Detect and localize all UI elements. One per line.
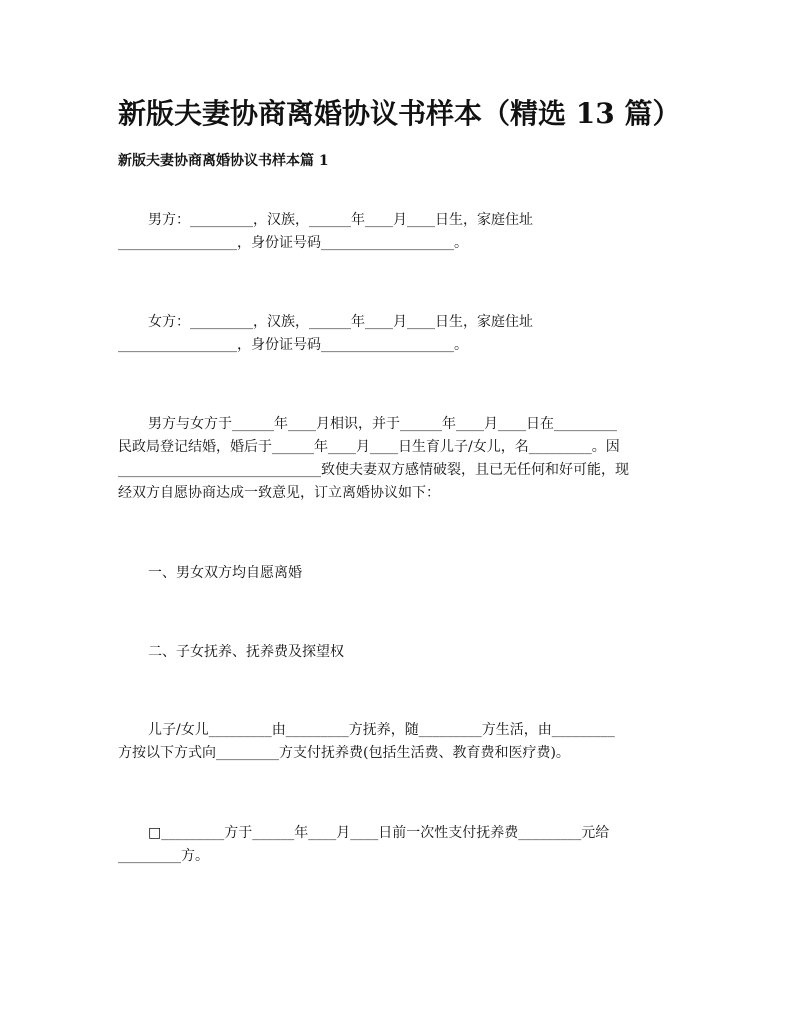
text-line: 一、男女双方均自愿离婚 [148,565,302,581]
section-heading-divorce [118,562,683,585]
document-subtitle: 新版夫妻协商离婚协议书样本篇 1 [118,153,329,169]
text-line: 女方：_________，汉族，______年____月____日生，家庭住址 [148,314,533,330]
text-line: _____________________________致使夫妻双方感情破裂，且已无任何和好可能，现 [118,462,629,478]
paragraph-lump-sum-payment [118,822,683,868]
text-line: 经双方自愿协商达成一致意见，订立离婚协议如下： [118,485,440,501]
text-line: 男方：_________，汉族，______年____月____日生，家庭住址 [148,212,533,228]
text-line: 男方与女方于______年____月相识，并于______年____月____日在_________ [148,416,617,432]
text-line: _________________，身份证号码___________________。 [118,337,468,353]
paragraph-custody-terms [118,719,683,765]
document-title: 新版夫妻协商离婚协议书样本（精选 13 篇） [118,97,681,130]
text-line: 二、子女抚养、抚养费及探望权 [148,644,344,660]
text-line: 方按以下方式向_________方支付抚养费(包括生活费、教育费和医疗费)。 [118,745,570,761]
text-line: 民政局登记结婚，婚后于______年____月____日生育儿子/女儿，名_________。因 [118,439,620,455]
text-line: _________________，身份证号码___________________。 [118,235,468,251]
paragraph-marriage-history [118,413,683,505]
text-line: 儿子/女儿_________由_________方抚养，随_________方生活，由_________ [148,722,615,738]
text-line: □_________方于______年____月____日前一次性支付抚养费_________元给 [148,825,610,841]
text-line: _________方。 [118,848,209,864]
paragraph-wife-info [118,311,683,357]
section-heading-custody [118,641,683,664]
paragraph-husband-info [118,209,683,255]
